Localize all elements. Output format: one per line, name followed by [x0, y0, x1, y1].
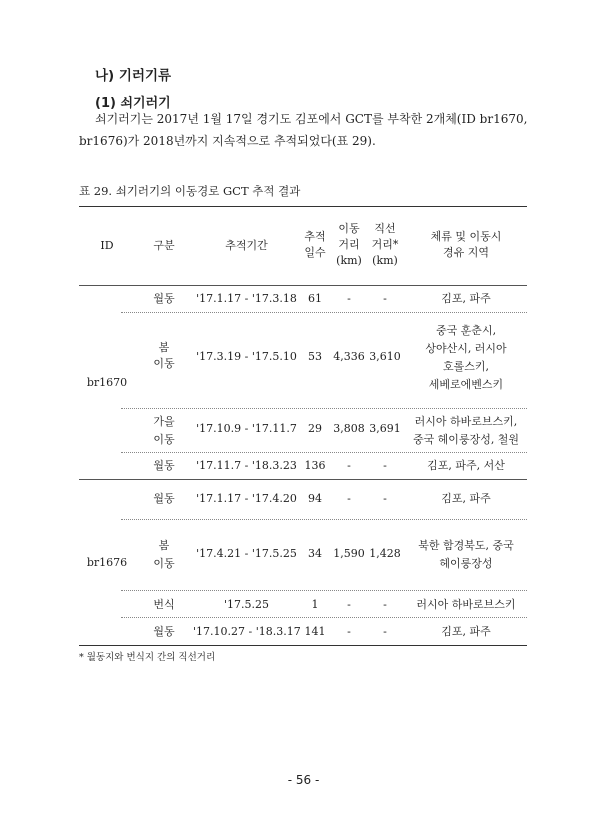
cell-days: 136	[304, 459, 326, 472]
cell-period: '17.1.17 - '17.3.18	[196, 292, 297, 305]
cell-distance: -	[347, 459, 351, 472]
cell-distance: 3,808	[333, 422, 365, 435]
cell-straight: -	[383, 492, 387, 505]
cell-type: 월동	[153, 625, 175, 638]
cell-days: 34	[308, 547, 322, 560]
cell-type-line2: 이동	[153, 433, 175, 446]
cell-straight: 3,691	[369, 422, 401, 435]
body-paragraph: 쇠기러기는 2017년 1월 17일 경기도 김포에서 GCT를 부착한 2개체(ID br1670, br1676)가 2018년까지 지속적으로 추적되었다(표 29).	[79, 112, 528, 148]
cell-type-line1: 봄	[158, 341, 170, 354]
cell-region	[405, 322, 527, 394]
cell-distance: -	[347, 292, 351, 305]
header-region	[405, 229, 527, 261]
cell-period: '17.4.21 - '17.5.25	[196, 547, 297, 560]
cell-days: 1	[311, 598, 319, 611]
table-footnote: * 월동지와 번식지 간의 직선거리	[79, 652, 216, 663]
cell-type: 월동	[153, 459, 175, 472]
cell-region-line1: 북한 함경북도, 중국	[418, 539, 514, 552]
cell-period: '17.5.25	[223, 598, 269, 611]
cell-days: 29	[308, 422, 322, 435]
cell-straight: -	[383, 598, 387, 611]
cell-region-line3: 호롤스키,	[442, 360, 489, 373]
row-divider	[121, 408, 527, 409]
cell-period: '17.11.7 - '18.3.23	[196, 459, 297, 472]
cell-straight: 1,428	[369, 547, 401, 560]
header-period: 추적기간	[225, 239, 268, 252]
row-divider	[121, 590, 527, 591]
cell-type-line1: 봄	[158, 539, 170, 552]
cell-type-line1: 가을	[153, 415, 175, 428]
cell-type: 월동	[153, 492, 175, 505]
cell-distance: -	[347, 492, 351, 505]
cell-region-line2: 중국 헤이룽장성, 철원	[412, 433, 520, 446]
cell-region: 김포, 파주, 서산	[427, 459, 505, 472]
cell-region: 김포, 파주	[441, 492, 491, 505]
header-straight-line3: (km)	[372, 254, 398, 267]
cell-region: 러시아 하바로브스키	[416, 598, 516, 611]
table-caption: 표 29. 쇠기러기의 이동경로 GCT 추적 결과	[79, 184, 301, 198]
cell-period: '17.10.9 - '17.11.7	[196, 422, 297, 435]
group-divider	[79, 479, 527, 480]
cell-region-line1: 러시아 하바로브스키,	[414, 415, 518, 428]
cell-region-line1: 중국 훈춘시,	[435, 324, 497, 337]
header-distance-line3: (km)	[336, 254, 362, 267]
subsection-heading: (1) 쇠기러기	[95, 96, 171, 111]
cell-distance: 1,590	[333, 547, 365, 560]
cell-region: 김포, 파주	[441, 292, 491, 305]
section-heading: 나) 기러기류	[95, 68, 172, 84]
cell-distance: -	[347, 625, 351, 638]
cell-period: '17.10.27 - '18.3.17	[193, 625, 301, 638]
cell-straight: -	[383, 292, 387, 305]
cell-region	[405, 537, 527, 573]
cell-straight: 3,610	[369, 350, 401, 363]
header-region-line1: 체류 및 이동시	[430, 230, 502, 243]
cell-distance: -	[347, 598, 351, 611]
group-id-br1676: br1676	[86, 556, 128, 569]
header-straight-line2: 거리*	[371, 238, 399, 251]
header-distance	[331, 221, 367, 269]
cell-type: 번식	[153, 598, 175, 611]
row-divider	[121, 452, 527, 453]
header-days	[300, 229, 330, 261]
cell-type	[135, 340, 193, 372]
cell-days: 94	[308, 492, 322, 505]
header-days-line2: 일수	[304, 246, 326, 259]
cell-region-line2: 헤이룽장성	[439, 557, 493, 570]
row-divider	[121, 312, 527, 313]
header-type: 구분	[153, 239, 175, 252]
cell-region-line2: 상야산시, 러시아	[425, 342, 507, 355]
group-id-br1670: br1670	[86, 376, 128, 389]
row-divider	[121, 617, 527, 618]
cell-days: 53	[308, 350, 322, 363]
cell-type	[135, 537, 193, 573]
header-region-line2: 경유 지역	[442, 246, 489, 259]
cell-type: 월동	[153, 292, 175, 305]
cell-type	[135, 413, 193, 449]
cell-type-line2: 이동	[153, 557, 175, 570]
header-id: ID	[100, 239, 114, 252]
cell-type-line2: 이동	[153, 357, 175, 370]
cell-period: '17.3.19 - '17.5.10	[196, 350, 297, 363]
cell-region-line4: 세베로에벤스키	[428, 378, 504, 391]
page-number: - 56 -	[287, 773, 320, 787]
header-straight	[367, 221, 403, 269]
cell-distance: 4,336	[333, 350, 365, 363]
cell-region: 김포, 파주	[441, 625, 491, 638]
header-distance-line1: 이동	[338, 222, 360, 235]
cell-days: 141	[304, 625, 326, 638]
header-days-line1: 추적	[304, 230, 326, 243]
cell-region	[405, 413, 527, 449]
header-bottom-rule	[79, 285, 527, 286]
table-bottom-rule	[79, 645, 527, 646]
table-top-rule	[79, 206, 527, 207]
header-distance-line2: 거리	[338, 238, 360, 251]
header-straight-line1: 직선	[374, 222, 396, 235]
cell-days: 61	[308, 292, 322, 305]
cell-straight: -	[383, 459, 387, 472]
row-divider	[121, 519, 527, 520]
cell-period: '17.1.17 - '17.4.20	[196, 492, 297, 505]
cell-straight: -	[383, 625, 387, 638]
